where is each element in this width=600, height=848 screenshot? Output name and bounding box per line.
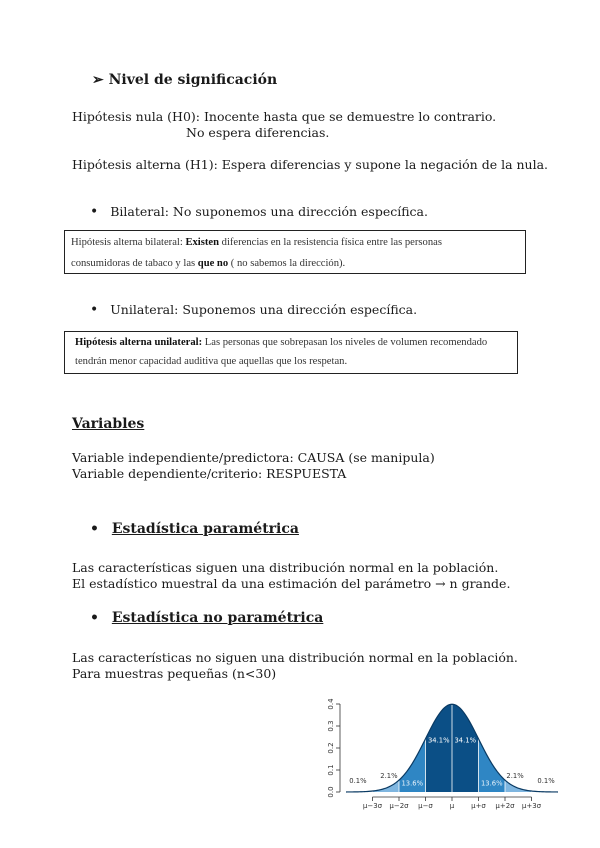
bullet-icon: • [90,521,99,537]
percent-label-5: 2.1% [506,772,524,781]
x-tick-label: μ+2σ [495,802,515,810]
bullet-icon: • [90,204,99,220]
x-tick-label: μ−3σ [362,802,383,810]
nonparametric-title: Estadística no paramétrica [111,610,324,626]
percent-label-1: 34.1% [454,736,477,745]
significance-title: Nivel de significación [108,72,278,88]
percent-label-2: 13.6% [401,779,424,788]
bullet-icon: • [90,610,99,626]
unilateral-text: Unilateral: Suponemos una dirección específica. [110,302,418,317]
unilateral-example-box [64,331,518,374]
x-axis [363,797,542,810]
nonparametric-line-1: Las características no siguen una distribución normal en la población. [72,650,518,665]
x-tick-label: μ [449,802,455,810]
percent-label-3: 13.6% [480,779,503,788]
bullet-icon: • [90,302,99,318]
y-axis [327,698,340,798]
bilateral-item [90,204,428,220]
y-tick-label: 0.0 [327,786,335,798]
h0-line-1: Hipótesis nula (H0): Inocente hasta que se demuestre lo contrario. [72,109,497,124]
section-significance-heading [92,72,277,88]
area-band-1 [452,704,479,792]
y-tick-label: 0.3 [327,720,335,732]
percent-label-6: 0.1% [349,777,367,786]
percent-label-0: 34.1% [427,736,450,745]
parametric-title: Estadística paramétrica [111,521,299,537]
x-tick-label: μ+3σ [521,802,542,810]
h0-line-2: No espera diferencias. [186,125,330,140]
y-tick-label: 0.4 [327,698,335,710]
x-tick-label: μ−σ [418,802,433,810]
percent-label-4: 2.1% [380,772,398,781]
arrow-bullet-icon: ➢ [92,72,104,88]
parametric-line-1: Las características siguen una distribución normal en la población. [72,560,499,575]
variables-title: Variables [72,416,145,432]
bilateral-example-box [64,230,526,274]
nonparametric-line-2: Para muestras pequeñas (n<30) [72,666,277,681]
parametric-heading [90,521,299,537]
bilateral-box-line-1: Hipótesis alterna bilateral: Existen diferencias en la resistencia física entre las personas [71,237,442,248]
unilateral-item [90,302,417,318]
y-tick-label: 0.2 [327,742,335,754]
nonparametric-heading [90,610,323,626]
bilateral-text: Bilateral: No suponemos una dirección específica. [110,204,428,219]
area-band-0 [426,704,453,792]
parametric-line-2: El estadístico muestral da una estimación del parámetro → n grande. [72,576,511,591]
variables-line-2: Variable dependiente/criterio: RESPUESTA [72,466,347,481]
unilateral-box-line-1: Hipótesis alterna unilateral: Las personas que sobrepasan los niveles de volumen recomendado [75,337,488,348]
percent-label-7: 0.1% [537,777,555,786]
normal-distribution-chart [318,692,568,810]
x-tick-label: μ−2σ [389,802,409,810]
bilateral-box-line-2: consumidoras de tabaco y las que no ( no sabemos la dirección). [71,258,346,269]
unilateral-box-line-2: tendrán menor capacidad auditiva que aquellas que los respetan. [75,356,348,367]
y-tick-label: 0.1 [327,764,335,776]
h1-line: Hipótesis alterna (H1): Espera diferencias y supone la negación de la nula. [72,157,549,172]
x-tick-label: μ+σ [471,802,486,810]
variables-line-1: Variable independiente/predictora: CAUSA (se manipula) [72,450,435,465]
